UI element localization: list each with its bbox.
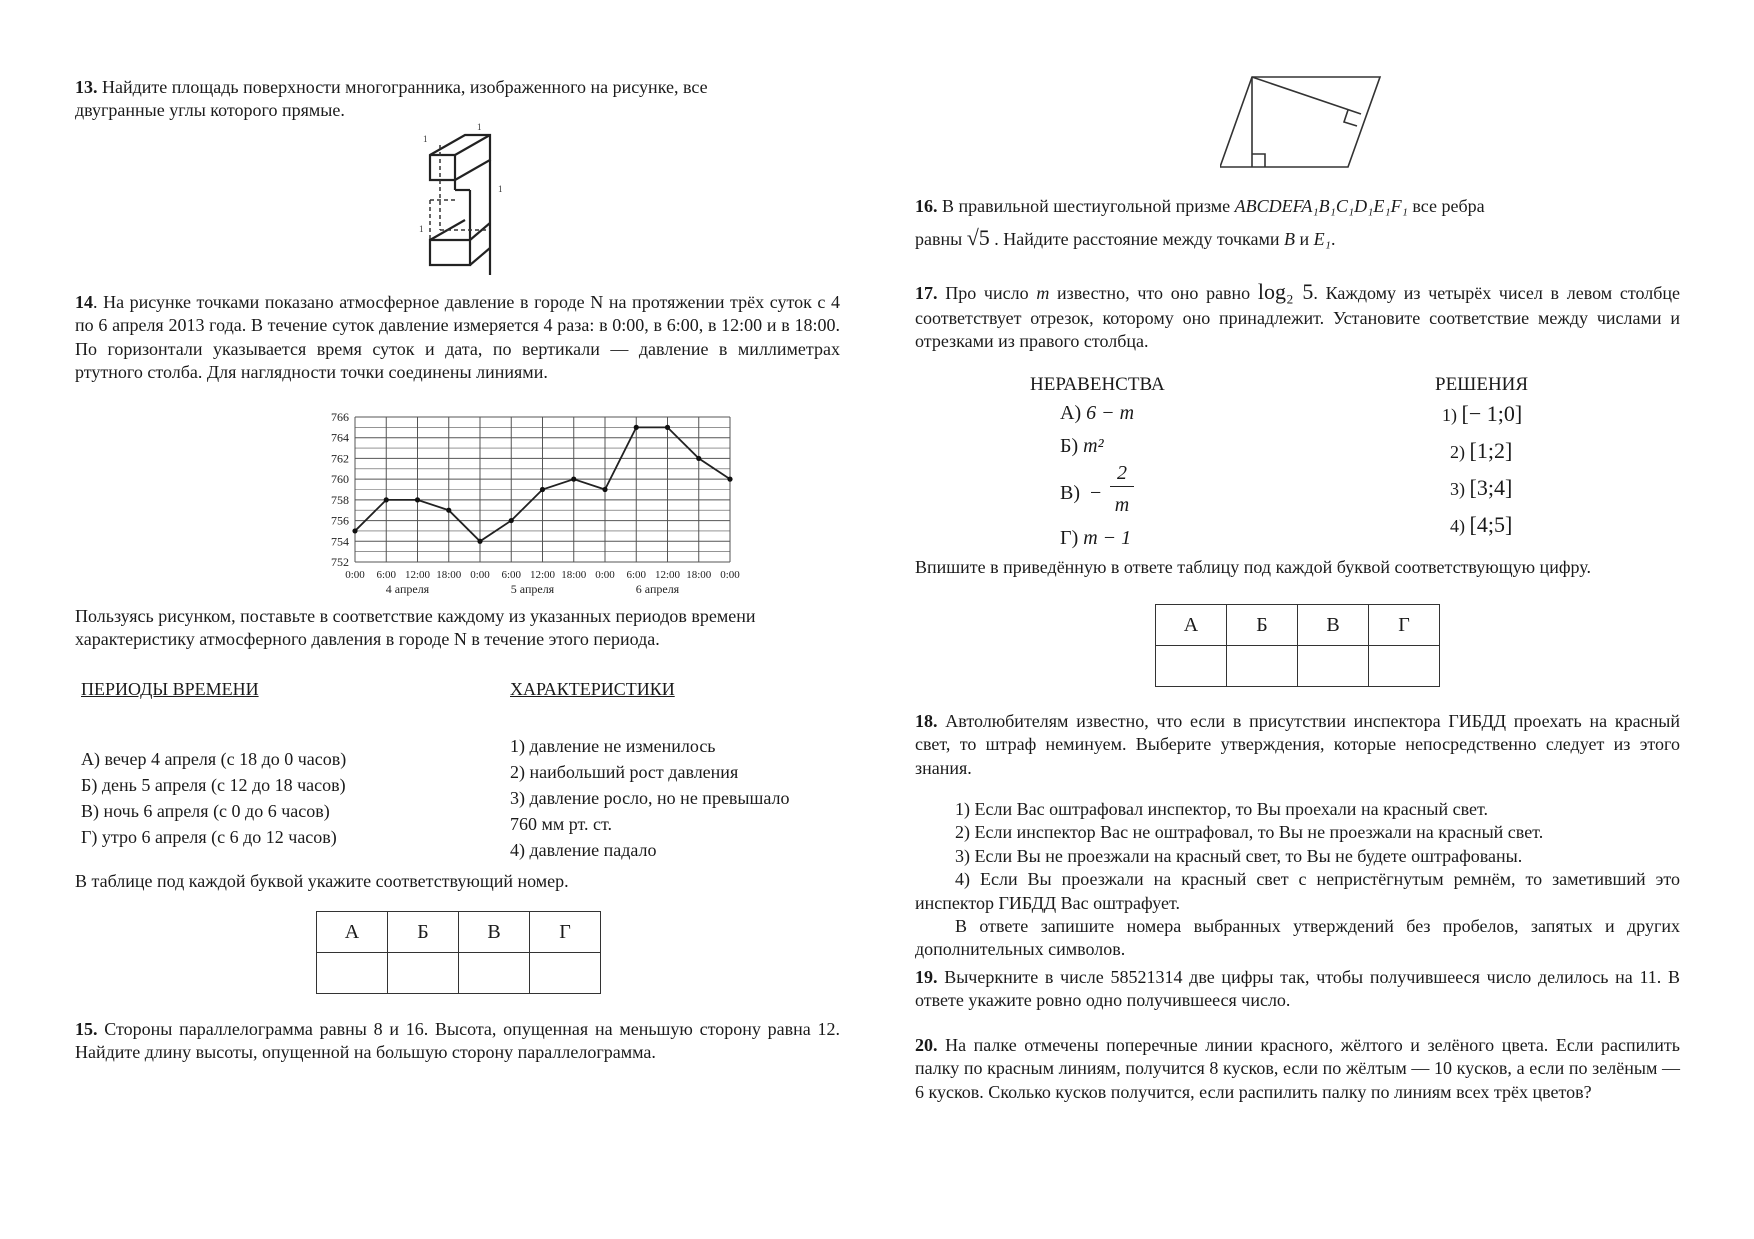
sqrt-five: √5 — [966, 225, 990, 251]
log-expression: log₂ 5 — [1257, 279, 1314, 304]
parallelogram-figure — [1220, 72, 1385, 172]
svg-text:1: 1 — [477, 122, 482, 132]
answer-cell-d[interactable] — [530, 953, 601, 994]
solutions-header: РЕШЕНИЯ — [1435, 374, 1529, 395]
characteristic-3: 3) давление росло, но не превышало — [510, 788, 790, 808]
point-e1: E₁ — [1313, 229, 1331, 250]
solution-4-interval: [4;5] — [1469, 512, 1513, 537]
solution-2-interval: [1;2] — [1469, 438, 1513, 463]
point-b: B — [1284, 229, 1296, 250]
answer-cell-a[interactable] — [1156, 646, 1227, 687]
question-17-text-a: Про число — [937, 283, 1037, 303]
solution-4-label: 4) — [1450, 516, 1465, 536]
question-19 — [915, 966, 1680, 1013]
statement-2: 2) Если инспектор Вас не оштрафовал, то Вы не проезжали на красный свет. — [955, 822, 1544, 843]
periods-header: ПЕРИОДЫ ВРЕМЕНИ — [81, 679, 259, 699]
x-tick-label: 6:00 — [626, 569, 647, 581]
solution-1-interval: [− 1;0] — [1461, 401, 1523, 426]
question-14-instruction-text: Пользуясь рисунком, поставьте в соответствие каждому из указанных периодов времени характеристику атмосферного давления в городе N в течение этого периода. — [75, 606, 756, 650]
answer-cell-c[interactable] — [1298, 646, 1369, 687]
question-14-table-intro: В таблице под каждой буквой укажите соответствующий номер. — [75, 871, 569, 891]
period-d: Г) утро 6 апреля (с 6 до 12 часов) — [81, 827, 337, 847]
characteristic-1: 1) давление не изменилось — [510, 736, 716, 756]
chart-x-ticks — [345, 569, 740, 581]
expression-c-label: В) — [1060, 482, 1080, 504]
question-14-instruction — [75, 605, 840, 652]
expression-a-label: А) — [1060, 402, 1082, 424]
characteristic-3-cont: 760 мм рт. ст. — [510, 814, 613, 834]
polyhedron-figure — [395, 120, 595, 275]
solution-3-interval: [3;4] — [1469, 475, 1513, 500]
chart-y-ticks — [331, 412, 349, 569]
question-15-text: Стороны параллелограмма равны 8 и 16. Высота, опущенная на меньшую сторону равна 12. Найдите длину высоты, опущенной на большую сторону параллелограмма. — [75, 1019, 840, 1063]
inequalities-header: НЕРАВЕНСТВА — [1030, 374, 1165, 395]
question-14-answer-table — [316, 911, 601, 994]
characteristic-4: 4) давление падало — [510, 840, 657, 860]
expression-a-value: 6 − m — [1086, 402, 1135, 424]
pressure-chart — [245, 412, 765, 597]
data-point — [352, 528, 357, 533]
table-header-c: В — [1298, 605, 1369, 646]
question-14-number: 14 — [75, 292, 93, 312]
answer-cell-d[interactable] — [1369, 646, 1440, 687]
characteristic-2: 2) наибольший рост давления — [510, 762, 739, 782]
answer-cell-a[interactable] — [317, 953, 388, 994]
answer-cell-b[interactable] — [1227, 646, 1298, 687]
question-17 — [915, 278, 1680, 353]
question-14-text: . На рисунке точками показано атмосферное давление в городе N на протяжении трёх суток с 4 по 6 апреля 2013 года. В течение суток давление измеряется 4 раза: в 0:00, в 6:00, в 12:00 и в 18:00. По горизонтали указывается время суток и дата, по вертикали — давление в миллиметрах ртутного столба. Для наглядности точки соединены линиями. — [75, 292, 840, 383]
question-16-text: В правильной шестиугольной призме — [937, 196, 1235, 216]
x-tick-label: 18:00 — [686, 569, 712, 581]
period-a: А) вечер 4 апреля (с 18 до 0 часов) — [81, 749, 347, 769]
y-tick-label: 764 — [331, 430, 349, 445]
data-point — [602, 487, 607, 492]
solution-1 — [1442, 400, 1522, 429]
day-label: 6 апреля — [635, 582, 680, 596]
data-point — [477, 539, 482, 544]
day-label: 5 апреля — [510, 582, 555, 596]
expression-c — [1060, 460, 1180, 522]
statement-4: 4) Если Вы проезжали на красный свет с непристёгнутым ремнём, то заметивший это инспектор ГИБДД Вас оштрафует. — [915, 869, 1680, 913]
y-tick-label: 752 — [331, 555, 349, 569]
x-tick-label: 12:00 — [654, 569, 681, 581]
y-tick-label: 754 — [331, 534, 349, 549]
expression-d — [1060, 525, 1131, 551]
solution-1-label: 1) — [1442, 405, 1457, 425]
question-20-number: 20. — [915, 1035, 938, 1055]
question-16-text-b: все ребра — [1407, 196, 1485, 216]
y-tick-label: 762 — [331, 451, 349, 466]
solution-3-label: 3) — [1450, 479, 1465, 499]
expression-b-value: m² — [1083, 435, 1104, 457]
solution-2 — [1450, 437, 1512, 466]
expression-b — [1060, 433, 1104, 459]
statement-1: 1) Если Вас оштрафовал инспектор, то Вы проехали на красный свет. — [955, 799, 1489, 819]
question-16-number: 16. — [915, 196, 938, 216]
table-header-a: А — [317, 912, 388, 953]
data-point — [665, 425, 670, 430]
expression-c-denominator: m — [1114, 494, 1130, 516]
x-tick-label: 0:00 — [345, 569, 365, 581]
svg-text:1: 1 — [419, 224, 424, 234]
answer-cell-b[interactable] — [388, 953, 459, 994]
expression-d-value: m − 1 — [1083, 527, 1132, 549]
x-tick-label: 12:00 — [404, 569, 431, 581]
x-tick-label: 18:00 — [436, 569, 462, 581]
data-point — [415, 497, 420, 502]
question-17-answer-table — [1155, 604, 1440, 687]
question-13-text: Найдите площадь поверхности многогранника, изображенного на рисунке, все — [102, 77, 708, 97]
question-19-text: Вычеркните в числе 58521314 две цифры так, чтобы получившееся число делилось на 11. В ответе укажите ровно одно получившееся число. — [915, 967, 1680, 1011]
expression-a — [1060, 400, 1134, 426]
table-header-b: Б — [1227, 605, 1298, 646]
data-point — [696, 456, 701, 461]
data-point — [571, 477, 576, 482]
data-point — [540, 487, 545, 492]
expression-c-numerator: 2 — [1110, 460, 1134, 487]
x-tick-label: 6:00 — [376, 569, 397, 581]
x-tick-label: 12:00 — [529, 569, 556, 581]
period-b: Б) день 5 апреля (с 12 до 18 часов) — [81, 775, 346, 795]
question-16-end: . — [1330, 229, 1336, 250]
question-13-text-2: двугранные углы которого прямые. — [75, 100, 345, 121]
day-label: 4 апреля — [385, 582, 430, 596]
expression-c-minus: − — [1090, 482, 1102, 504]
table-header-d: Г — [530, 912, 601, 953]
chart-day-labels — [386, 582, 680, 596]
characteristics-header: ХАРАКТЕРИСТИКИ — [510, 679, 675, 699]
solution-4 — [1450, 511, 1512, 540]
data-point — [634, 425, 639, 430]
question-16-text-d: . Найдите расстояние между точками — [989, 229, 1285, 250]
question-20 — [915, 1034, 1680, 1104]
question-20-text: На палке отмечены поперечные линии красного, жёлтого и зелёного цвета. Если распилить палку по красным линиям, получится 8 кусков, если по жёлтым — 10 кусков, а если по зелёным — 6 кусков. Сколько кусков получится, если распилить палку по линиям всех трёх цветов? — [915, 1035, 1680, 1102]
question-15 — [75, 1018, 840, 1065]
data-point — [727, 477, 732, 482]
characteristics-list — [510, 733, 790, 863]
question-13-number: 13. — [75, 77, 98, 97]
variable-m: m — [1036, 283, 1050, 303]
solution-2-label: 2) — [1450, 442, 1465, 462]
question-13 — [75, 76, 840, 123]
x-tick-label: 0:00 — [470, 569, 490, 581]
question-18-items — [915, 798, 1680, 962]
periods-list — [81, 746, 346, 850]
table-header-d: Г — [1369, 605, 1440, 646]
question-19-number: 19. — [915, 967, 938, 987]
question-14-intro — [75, 291, 840, 385]
question-16-and: и — [1295, 229, 1314, 250]
question-17-text-c: . Каждому из четырёх чисел в левом столбце соответствует отрезок, которому оно принадлежит. Установите соответствие между числами и отрезками из правого столбца. — [915, 283, 1680, 351]
question-13-line-1 — [75, 76, 840, 99]
period-c: В) ночь 6 апреля (с 0 до 6 часов) — [81, 801, 330, 821]
statement-3: 3) Если Вы не проезжали на красный свет, то Вы не будете оштрафованы. — [955, 845, 1523, 866]
y-tick-label: 756 — [331, 513, 349, 528]
y-tick-label: 758 — [331, 492, 349, 507]
question-17-instruction: Впишите в приведённую в ответе таблицу под каждой буквой соответствующую цифру. — [915, 557, 1591, 577]
x-tick-label: 18:00 — [561, 569, 587, 581]
expression-b-label: Б) — [1060, 435, 1079, 457]
question-18-number: 18. — [915, 711, 938, 731]
question-18 — [915, 710, 1680, 780]
data-point — [384, 497, 389, 502]
prism-name: ABCDEFA₁B₁C₁D₁E₁F₁ — [1234, 196, 1408, 216]
table-header-c: В — [459, 912, 530, 953]
svg-text:1: 1 — [423, 134, 428, 144]
expression-d-label: Г) — [1060, 527, 1079, 549]
question-17-number: 17. — [915, 283, 938, 303]
question-16 — [915, 195, 1680, 253]
question-18-answer-note: В ответе запишите номера выбранных утверждений без пробелов, запятых и других дополнительных символов. — [915, 915, 1680, 960]
y-tick-label: 766 — [331, 412, 349, 424]
table-header-a: А — [1156, 605, 1227, 646]
svg-text:1: 1 — [498, 184, 503, 194]
question-15-number: 15. — [75, 1019, 98, 1039]
table-header-b: Б — [388, 912, 459, 953]
x-tick-label: 0:00 — [720, 569, 740, 581]
question-16-line-1 — [915, 195, 1680, 218]
solution-3 — [1450, 474, 1512, 503]
answer-cell-c[interactable] — [459, 953, 530, 994]
x-tick-label: 6:00 — [501, 569, 522, 581]
data-point — [509, 518, 514, 523]
y-tick-label: 760 — [331, 472, 349, 487]
question-16-text-c: равны — [915, 229, 967, 250]
question-18-text: Автолюбителям известно, что если в присутствии инспектора ГИБДД проехать на красный свет, то штраф неминуем. Выберите утверждения, которые непосредственно следует из этого знания. — [915, 711, 1680, 778]
data-point — [446, 508, 451, 513]
question-16-line-2 — [915, 224, 1680, 253]
x-tick-label: 0:00 — [595, 569, 615, 581]
question-17-text-b: известно, что оно равно — [1049, 283, 1258, 303]
